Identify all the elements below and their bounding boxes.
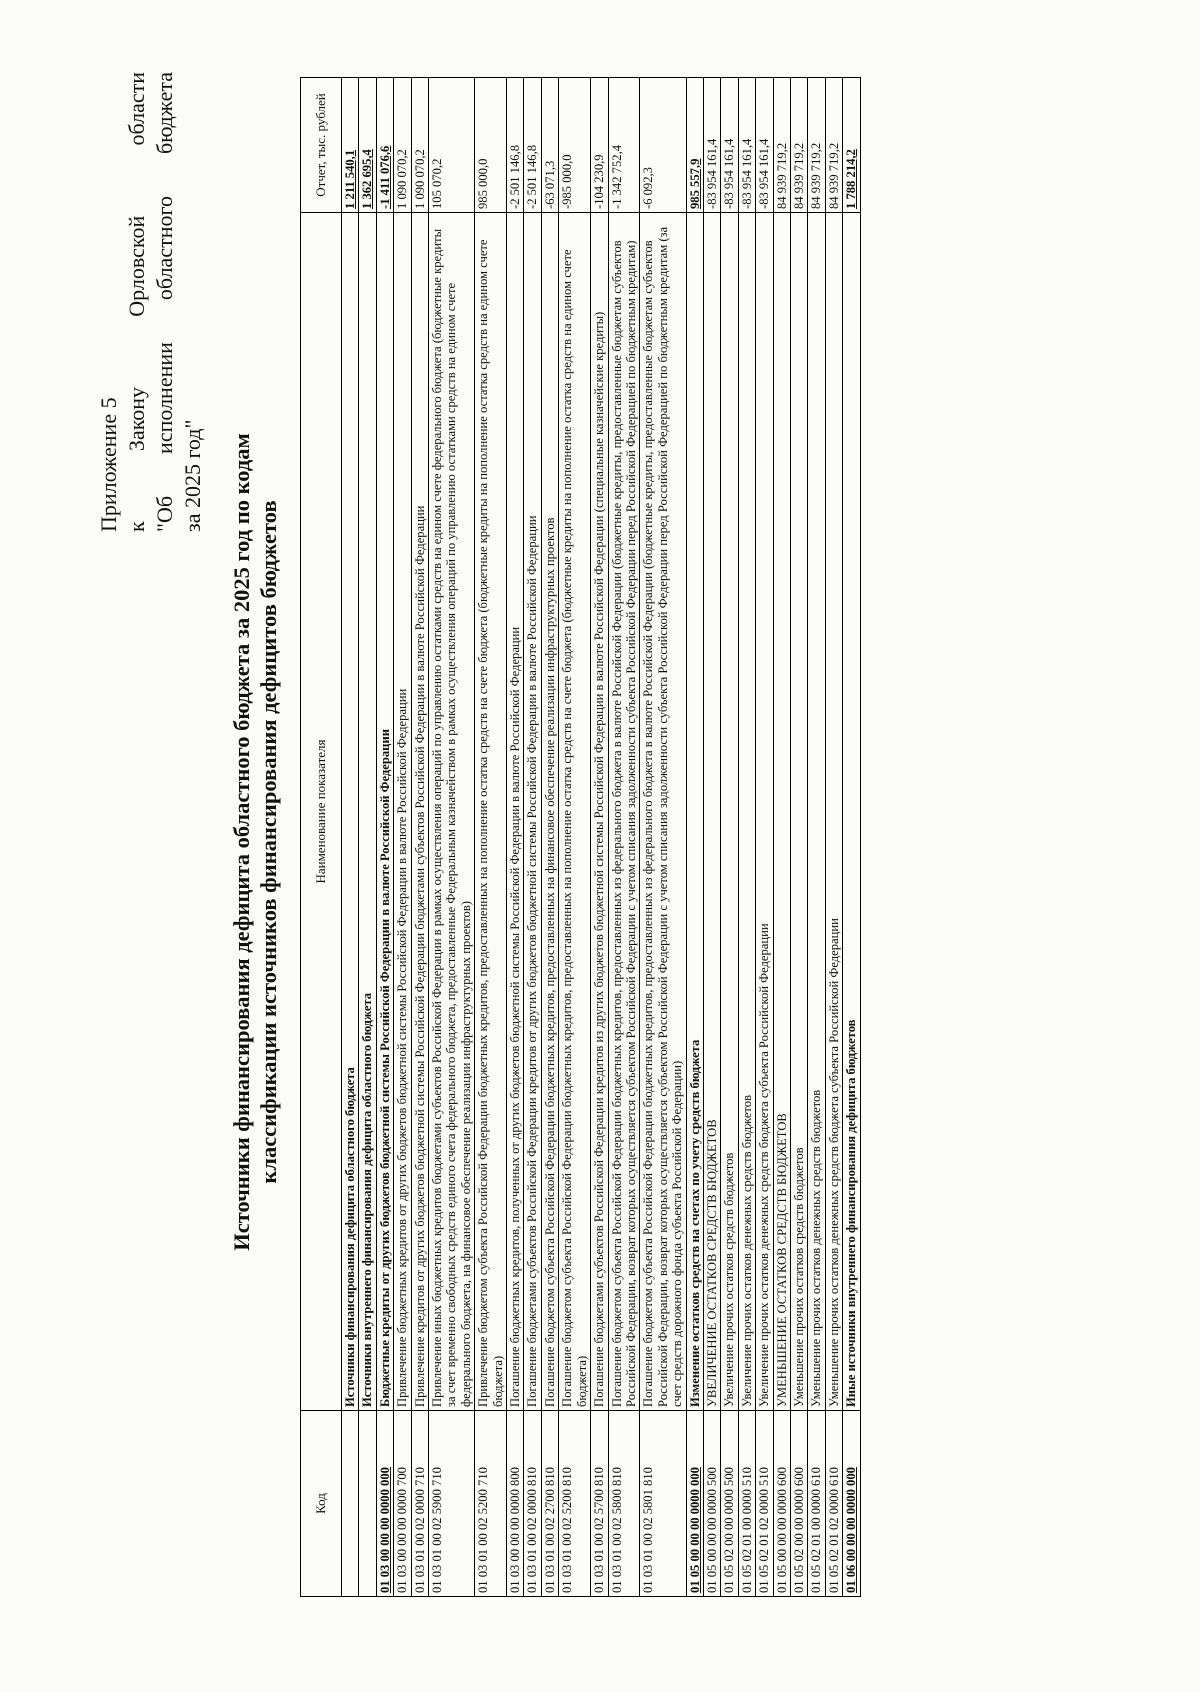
row-name: Погашение бюджетом субъекта Российской Федерации бюджетных кредитов, предоставленных на финансовое обеспечение реализации инфраструктурных проектов: [541, 213, 558, 1411]
row-value: 1 788 214,2: [843, 78, 860, 213]
row-code: 01 03 01 00 02 5200 810: [559, 1411, 591, 1597]
table-row: [541, 78, 558, 1597]
table-row: [608, 78, 640, 1597]
appendix-law-title-line: [151, 72, 179, 532]
row-name: Бюджетные кредиты от других бюджетов бюджетной системы Российской Федерации в валюте Российской Федерации: [376, 213, 393, 1411]
row-code: 01 03 01 00 02 5200 710: [475, 1411, 507, 1597]
row-value: 105 070,2: [429, 78, 475, 213]
table-row: [738, 78, 755, 1597]
row-code: 01 05 02 00 00 0000 500: [721, 1411, 738, 1597]
document-title: [228, 72, 282, 1612]
appendix-law-line: [123, 72, 151, 532]
row-name: Привлечение бюджетных кредитов от других бюджетов бюджетной системы Российской Федерации в валюте Российской Федерации: [394, 213, 411, 1411]
table-row: [411, 78, 428, 1597]
row-code: 01 03 01 00 02 2700 810: [541, 1411, 558, 1597]
table-row: [808, 78, 825, 1597]
row-code: 01 05 02 01 00 0000 610: [808, 1411, 825, 1597]
table-row: [825, 78, 842, 1597]
row-name: Погашение бюджетом субъекта Российской Федерации бюджетных кредитов, предоставленных на пополнение остатка средств на счете бюджета (бюджетные кредиты на пополнение остатка средств на едином счете бюджета): [559, 213, 591, 1411]
row-name: Погашение бюджетных кредитов, полученных от других бюджетов бюджетной системы Российской Федерации в валюте Российской Федерации: [507, 213, 524, 1411]
table-row: [559, 78, 591, 1597]
table-row: [359, 78, 376, 1597]
row-code: 01 03 00 00 00 0000 800: [507, 1411, 524, 1597]
table-row: [475, 78, 507, 1597]
row-name: Погашение бюджетами субъектов Российской Федерации кредитов от других бюджетов бюджетной системы Российской Федерации в валюте Российской Федерации: [524, 213, 541, 1411]
row-name: Иные источники внутреннего финансирования дефицита бюджетов: [843, 213, 860, 1411]
header-code: Код: [301, 1411, 342, 1597]
row-code: 01 03 01 00 02 5801 810: [640, 1411, 686, 1597]
row-value: -83 954 161,4: [703, 78, 720, 213]
row-name: Увеличение прочих остатков средств бюджетов: [721, 213, 738, 1411]
row-code: 01 06 00 00 00 0000 000: [843, 1411, 860, 1597]
row-code: [342, 1411, 359, 1597]
row-code: 01 03 00 00 00 0000 700: [394, 1411, 411, 1597]
row-value: -83 954 161,4: [756, 78, 773, 213]
appendix-header: [95, 72, 207, 532]
header-word: области: [124, 72, 149, 146]
row-value: -1 342 752,4: [608, 78, 640, 213]
row-name: Источники финансирования дефицита областного бюджета: [342, 213, 359, 1411]
table-row: [790, 78, 807, 1597]
row-value: 84 939 719,2: [773, 78, 790, 213]
row-name: УВЕЛИЧЕНИЕ ОСТАТКОВ СРЕДСТВ БЮДЖЕТОВ: [703, 213, 720, 1411]
row-code: 01 05 00 00 00 0000 000: [686, 1411, 703, 1597]
table-row: [640, 78, 686, 1597]
row-value: 985 000,0: [475, 78, 507, 213]
row-name: Погашение бюджетом субъекта Российской Федерации бюджетных кредитов, предоставленных из федерального бюджета в валюте Российской Федерации (бюджетные кредиты, предоставленные бюджетам субъектов Российской Федерации, возврат которых осуществляется субъектом Российской Федерации с учетом списания задолженности субъекта Российской Федерации перед Российской Федерацией по бюджетным кредитам (за счет средств дорожного фонда субъекта Российской Федерации): [640, 213, 686, 1411]
row-value: 84 939 719,2: [808, 78, 825, 213]
row-name: УМЕНЬШЕНИЕ ОСТАТКОВ СРЕДСТВ БЮДЖЕТОВ: [773, 213, 790, 1411]
row-name: Источники внутреннего финансирования дефицита областного бюджета: [359, 213, 376, 1411]
row-code: 01 05 02 01 02 0000 610: [825, 1411, 842, 1597]
header-word: бюджета: [152, 72, 177, 155]
row-name: Увеличение прочих остатков денежных средств бюджета субъекта Российской Федерации: [756, 213, 773, 1411]
row-value: -1 411 076,6: [376, 78, 393, 213]
row-value: -6 092,3: [640, 78, 686, 213]
table-row: [507, 78, 524, 1597]
row-value: -2 501 146,8: [507, 78, 524, 213]
row-value: -63 071,3: [541, 78, 558, 213]
table-row: [429, 78, 475, 1597]
header-word: Орловской: [124, 215, 149, 317]
table-row: [524, 78, 541, 1597]
row-code: 01 05 00 00 00 0000 500: [703, 1411, 720, 1597]
row-value: 985 557,9: [686, 78, 703, 213]
financing-sources-table: [300, 77, 861, 1597]
header-word: к: [124, 521, 149, 532]
table-body: [342, 78, 861, 1597]
row-name: Привлечение кредитов от других бюджетов бюджетной системы Российской Федерации бюджетами субъектов Российской Федерации в валюте Российской Федерации: [411, 213, 428, 1411]
table-row: [394, 78, 411, 1597]
row-name: Погашение бюджетом субъекта Российской Федерации бюджетных кредитов, предоставленных из федерального бюджета в валюте Российской Федерации (бюджетные кредиты, предоставленные бюджетам субъектов Российской Федерации, возврат которых осуществляется субъектом Российской Федерации с учетом списания задолженности субъекта Российской Федерации перед Российской Федерацией по бюджетным кредитам): [608, 213, 640, 1411]
row-name: Привлечение бюджетом субъекта Российской Федерации бюджетных кредитов, предоставленных на пополнение остатка средств на счете бюджета (бюджетные кредиты на пополнение остатка средств на едином счете бюджета): [475, 213, 507, 1411]
table-row: [843, 78, 860, 1597]
header-name: Наименование показателя: [301, 213, 342, 1411]
table-row: [773, 78, 790, 1597]
table-row: [756, 78, 773, 1597]
row-value: -985 000,0: [559, 78, 591, 213]
table-row: [703, 78, 720, 1597]
row-code: 01 03 00 00 00 0000 000: [376, 1411, 393, 1597]
table-row: [721, 78, 738, 1597]
row-code: 01 05 02 00 00 0000 600: [790, 1411, 807, 1597]
row-value: 84 939 719,2: [825, 78, 842, 213]
row-value: -104 230,9: [591, 78, 608, 213]
table-row: [376, 78, 393, 1597]
header-word: исполнении: [152, 342, 177, 454]
row-code: 01 03 01 00 02 5800 810: [608, 1411, 640, 1597]
header-word: "Об: [152, 495, 177, 532]
row-code: 01 03 01 00 02 0000 810: [524, 1411, 541, 1597]
row-value: 1 090 070,2: [411, 78, 428, 213]
row-value: 1 362 695,4: [359, 78, 376, 213]
row-code: [359, 1411, 376, 1597]
header-word: Закону: [124, 386, 149, 452]
row-name: Изменение остатков средств на счетах по учету средств бюджета: [686, 213, 703, 1411]
header-word: областного: [152, 196, 177, 301]
row-code: 01 03 01 00 02 5700 810: [591, 1411, 608, 1597]
appendix-number: Приложение 5: [96, 397, 121, 532]
row-value: 1 211 540,1: [342, 78, 359, 213]
title-line-2: классификации источников финансирования дефицитов бюджетов: [256, 500, 281, 1184]
row-code: 01 03 01 00 02 5900 710: [429, 1411, 475, 1597]
row-code: 01 05 00 00 00 0000 600: [773, 1411, 790, 1597]
appendix-year: за 2025 год": [180, 419, 205, 532]
row-value: 1 090 070,2: [394, 78, 411, 213]
row-code: 01 03 01 00 02 0000 710: [411, 1411, 428, 1597]
row-name: Привлечение иных бюджетных кредитов бюджетами субъектов Российской Федерации в рамках осуществления операций по управлению остатками средств на едином счете федерального бюджета (бюджетные кредиты за счет временно свободных средств единого счета федерального бюджета, предоставленные Федеральным казначейством в рамках осуществления операций по управлению остатками средств на едином счете федерального бюджета, на финансовое обеспечение реализации инфраструктурных проектов): [429, 213, 475, 1411]
table-header-row: [301, 78, 342, 1597]
row-value: -2 501 146,8: [524, 78, 541, 213]
title-line-1: Источники финансирования дефицита областного бюджета за 2025 год по кодам: [229, 433, 254, 1251]
row-name: Погашение бюджетами субъектов Российской Федерации кредитов из других бюджетов бюджетной системы Российской Федерации в валюте Российской Федерации (специальные казначейские кредиты): [591, 213, 608, 1411]
row-value: -83 954 161,4: [738, 78, 755, 213]
table-row: [686, 78, 703, 1597]
row-name: Уменьшение прочих остатков средств бюджетов: [790, 213, 807, 1411]
row-name: Уменьшение прочих остатков денежных средств бюджетов: [808, 213, 825, 1411]
table-row: [591, 78, 608, 1597]
row-value: -83 954 161,4: [721, 78, 738, 213]
row-name: Уменьшение прочих остатков денежных средств бюджета субъекта Российской Федерации: [825, 213, 842, 1411]
row-code: 01 05 02 01 00 0000 510: [738, 1411, 755, 1597]
table-row: [342, 78, 359, 1597]
row-name: Увеличение прочих остатков денежных средств бюджетов: [738, 213, 755, 1411]
row-code: 01 05 02 01 02 0000 510: [756, 1411, 773, 1597]
header-value: Отчет, тыс. рублей: [301, 78, 342, 213]
row-value: 84 939 719,2: [790, 78, 807, 213]
